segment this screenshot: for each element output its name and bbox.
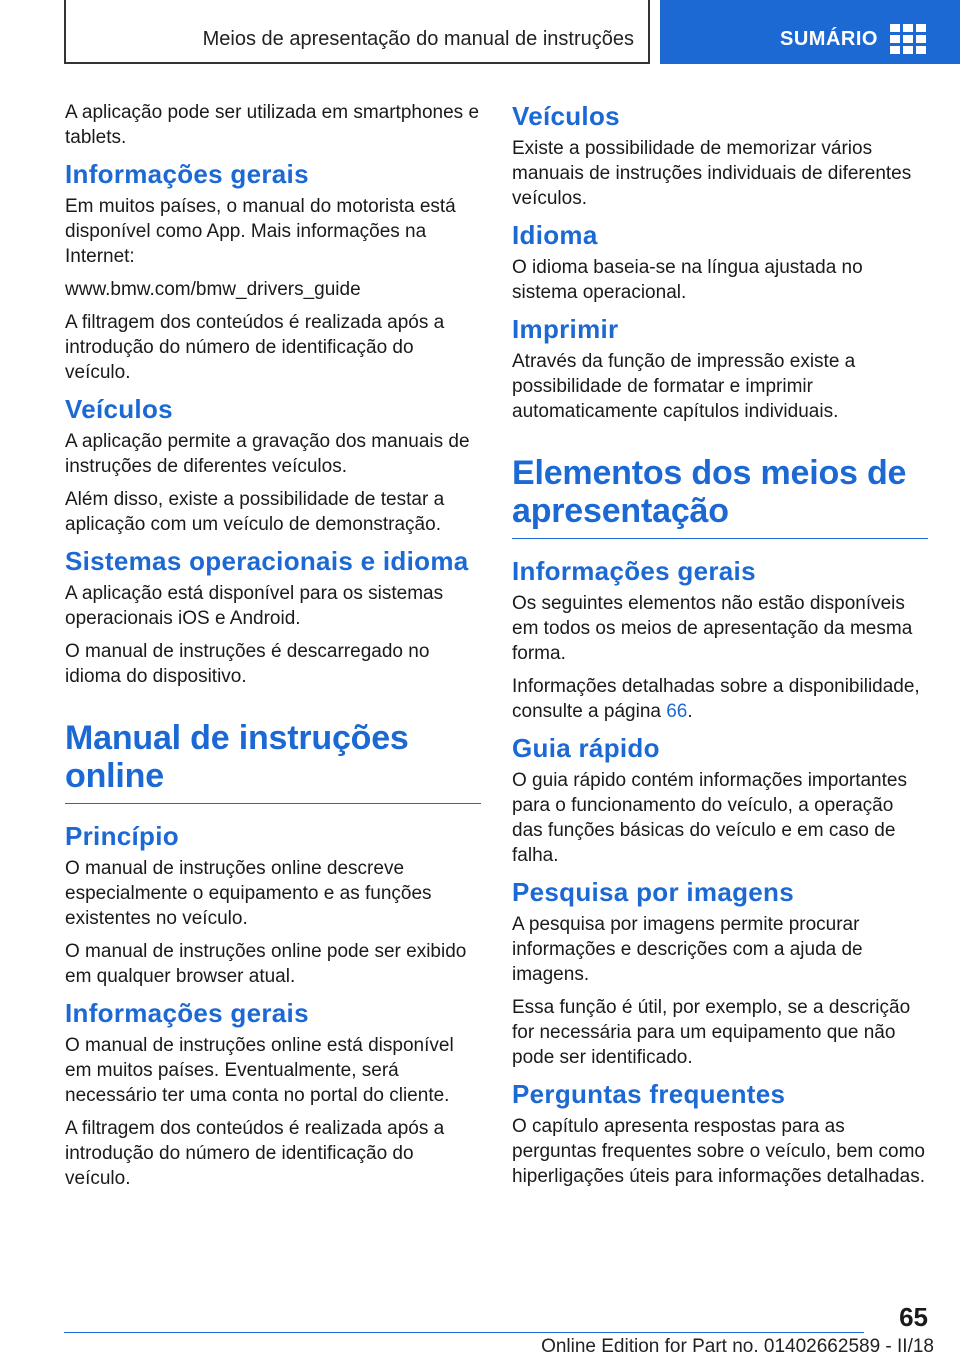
summary-label: SUMÁRIO [780,28,878,50]
paragraph: O manual de instruções online descreve especialmente o equipamento e as funções existentes no veículo. [65,858,432,929]
paragraph: Através da função de impressão existe a possibilidade de formatar e imprimir automaticamente capítulos individuais. [512,351,856,422]
summary-button[interactable] [660,0,960,64]
paragraph: O idioma baseia-se na língua ajustada no sistema operacional. [512,257,863,303]
section-title: Meios de apresentação do manual de instruções [202,28,634,50]
text: . [687,701,693,722]
heading-guia-rapido: Guia rápido [512,733,660,763]
heading-principio: Princípio [65,821,179,851]
heading-informacoes-gerais: Informações gerais [65,159,309,189]
paragraph: Além disso, existe a possibilidade de testar a aplicação com um veículo de demonstração. [65,489,445,535]
url-text: www.bmw.com/bmw_drivers_guide [65,279,361,300]
paragraph [512,674,928,724]
section-heading-manual-online: Manual de instruções online [65,719,481,804]
paragraph: Essa função é útil, por exemplo, se a descrição for necessária para um equipamento que não pode ser identificado. [512,997,911,1068]
edition-text: Online Edition for Part no. 01402662589 - II/18 [541,1336,934,1357]
heading-pesquisa-imagens: Pesquisa por imagens [512,877,794,907]
heading-informacoes-gerais-2: Informações gerais [65,998,309,1028]
section-heading-elementos: Elementos dos meios de apresentação [512,454,928,539]
page-number: 65 [899,1302,928,1332]
paragraph: O capítulo apresenta respostas para as perguntas frequentes sobre o veículo, bem como hiperligações úteis para informações detalhadas. [512,1116,925,1187]
text: Informações detalhadas sobre a disponibilidade, consulte a página [512,676,920,722]
paragraph: O manual de instruções é descarregado no idioma do dispositivo. [65,641,430,687]
paragraph: A aplicação está disponível para os sistemas operacionais iOS e Android. [65,583,444,629]
heading-idioma: Idioma [512,220,598,250]
heading-veiculos: Veículos [512,101,620,131]
paragraph: O guia rápido contém informações importantes para o funcionamento do veículo, a operação das funções básicas do veículo e em caso de falha. [512,770,907,866]
paragraph: O manual de instruções online está disponível em muitos países. Eventualmente, será necessário ter uma conta no portal do cliente. [65,1035,454,1106]
page-link[interactable]: 66 [666,701,688,722]
header-title-box [64,0,650,64]
paragraph: A filtragem dos conteúdos é realizada após a introdução do número de identificação do veículo. [65,1118,445,1189]
heading-sistemas: Sistemas operacionais e idioma [65,546,469,576]
paragraph: A aplicação permite a gravação dos manuais de instruções de diferentes veículos. [65,431,470,477]
paragraph: O manual de instruções online pode ser exibido em qualquer browser atual. [65,941,467,987]
paragraph: Em muitos países, o manual do motorista está disponível como App. Mais informações na Internet: [65,196,456,267]
heading-perguntas: Perguntas frequentes [512,1079,786,1109]
paragraph: Os seguintes elementos não estão disponíveis em todos os meios de apresentação da mesma forma. [512,593,913,664]
paragraph: A pesquisa por imagens permite procurar informações e descrições com a ajuda de imagens. [512,914,863,985]
footer-divider [64,1332,864,1333]
paragraph: Existe a possibilidade de memorizar vários manuais de instruções individuais de diferentes veículos. [512,138,912,209]
heading-imprimir: Imprimir [512,314,619,344]
heading-veiculos: Veículos [65,394,173,424]
right-column [512,100,928,1197]
grid-icon [890,24,926,56]
paragraph: A filtragem dos conteúdos é realizada após a introdução do número de identificação do veículo. [65,312,445,383]
heading-informacoes-gerais: Informações gerais [512,556,756,586]
left-column [65,100,481,1199]
paragraph: A aplicação pode ser utilizada em smartphones e tablets. [65,102,480,148]
